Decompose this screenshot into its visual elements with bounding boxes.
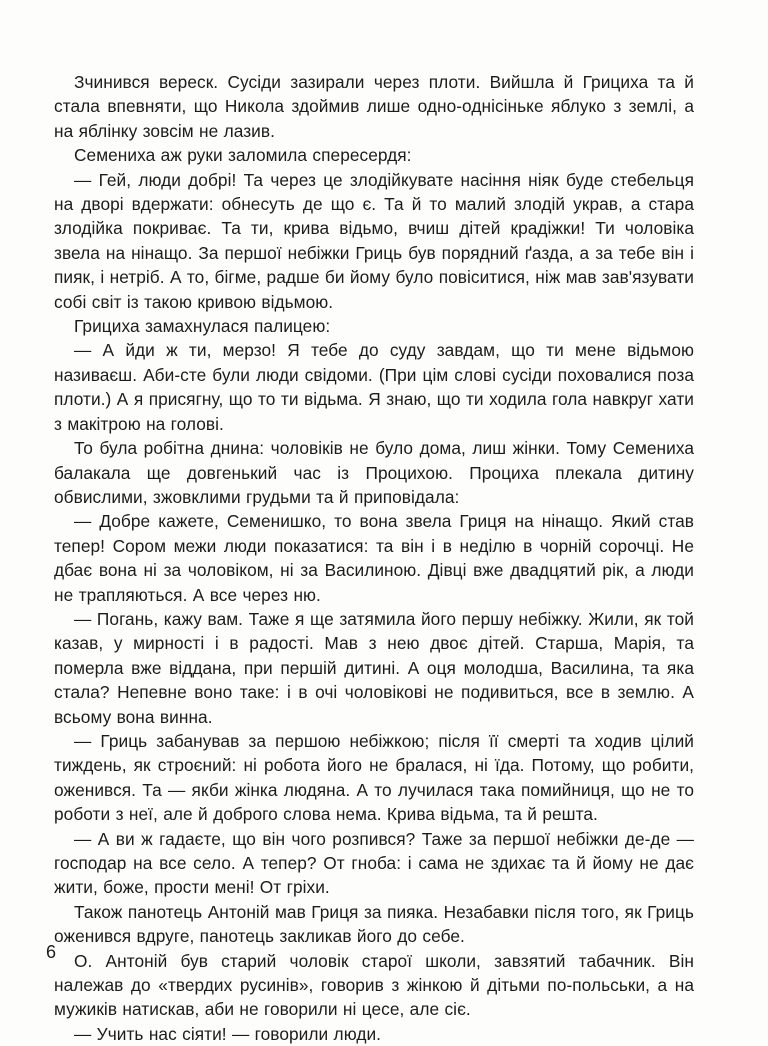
- paragraph: О. Антоній був старий чоловік старої школи, завзятий табачник. Він належав до «твердих русинів», говорив з жінкою й дітьми по-польськи, а на мужиків натискав, аби не говорили ні цесе, але сіє.: [54, 950, 694, 1020]
- paragraph: — Гей, люди добрі! Та через це злодійкувате насіння ніяк буде стебельця на дворі вдержати: обнесуть де що є. Та й то малий злодій украв, а стара злодійка покриває. Та ти, крива відьмо, вчиш дітей крадіжки! Ти чоловіка звела на нінащо. За першої небіжки Гриць був порядний ґазда, а за тебе він і пияк, і нетріб. А то, бігме, радше би йому було повіситися, ніж мав зав'язувати собі світ із такою кривою відьмою.: [54, 169, 694, 312]
- paragraph: То була робітна днина: чоловіків не було дома, лиш жінки. Тому Семениха балакала ще довгенький час із Процихою. Проциха плекала дитину обвислими, зжовклими грудьми та й приповідала:: [54, 438, 694, 507]
- paragraph: Зчинився вереск. Сусіди зазирали через плоти. Вийшла й Грициха та й стала впевняти, що Никола здоймив лише одно-однісіньке яблуко з землі, а на яблінку зовсім не лазив.: [54, 72, 694, 141]
- paragraph: — А ви ж гадаєте, що він чого розпився? Таже за першої небіжки де-де — господар на все село. А тепер? От гноба: і сама не здихає та й йому не дає жити, боже, прости мені! От гріхи.: [54, 828, 694, 898]
- body-text: [54, 70, 694, 1046]
- page-number: 6: [46, 942, 57, 962]
- paragraph: — Погань, кажу вам. Таже я ще затямила його першу небіжку. Жили, як той казав, у мирності і в радості. Мав з нею двоє дітей. Старша, Марія, та померла вже віддана, при першій дитині. А оця молодша, Василина, та яка стала? Непевне воно таке: і в очі чоловікові не подивиться, все в землю. А всьому вона винна.: [54, 608, 694, 727]
- paragraph: — Учить нас сіяти! — говорили люди.: [74, 1023, 382, 1044]
- paragraph: — Добре кажете, Семенишко, то вона звела Гриця на нінащо. Який став тепер! Сором межи люди показатися: та він і в неділю в чорній сорочці. Не дбає вона ні за чоловіком, ні за Василиною. Дівці вже двадцятий рік, а люди не трапляються. А все через ню.: [54, 511, 694, 605]
- paragraph: — А йди ж ти, мерзо! Я тебе до суду завдам, що ти мене відьмою називаєш. Аби-сте були люди свідоми. (При цім слові сусіди поховалися поза плоти.) А я присягну, що то ти відьма. Я знаю, що ти ходила гола навкруг хати з макітрою на голові.: [54, 340, 694, 434]
- paragraph: Семениха аж руки заломила спересердя:: [74, 145, 412, 166]
- paragraph: Також панотець Антоній мав Гриця за пияка. Незабавки після того, як Гриць оженився вдруге, панотець закликав його до себе.: [54, 901, 694, 947]
- paragraph: — Гриць забанував за першою небіжкою; після її смерті та ходив цілий тиждень, як строєний: ні робота його не бралася, ні їда. Потому, що робити, оженився. Та — якби жінка людяна. А то лучилася така помийниця, що не то роботи з неї, але й доброго слова нема. Крива відьма, та й решта.: [54, 730, 694, 825]
- paragraph: Грициха замахнулася палицею:: [74, 316, 331, 337]
